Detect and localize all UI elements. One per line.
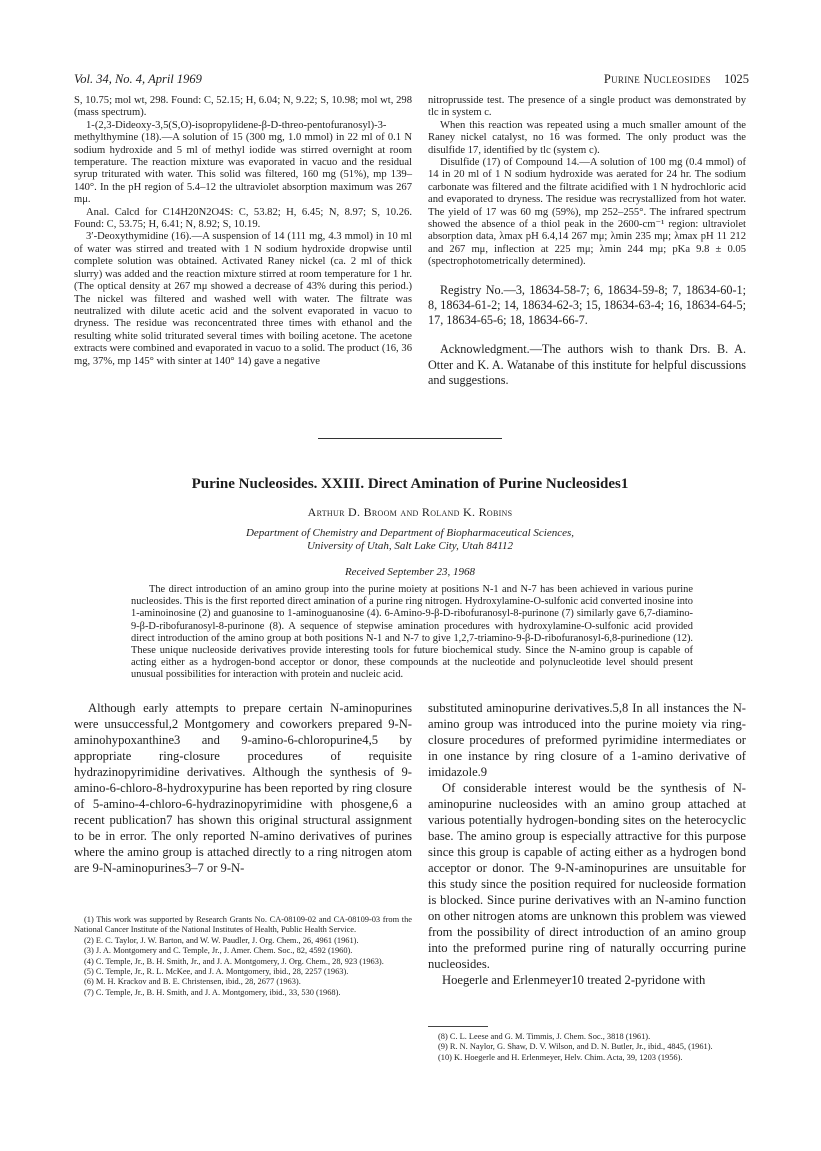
- running-header-title: Purine Nucleosides: [603, 72, 711, 86]
- acknowledgment: Acknowledgment.—The authors wish to thank Drs. B. A. Otter and K. A. Watanabe of this institute for helpful discussions and suggestions.: [428, 342, 746, 387]
- affiliation-line: University of Utah, Salt Lake City, Utah 84112: [306, 540, 514, 552]
- affiliation-line: Department of Chemistry and Department of Biopharmaceutical Sciences,: [245, 527, 575, 539]
- page-number: 1025: [724, 72, 749, 86]
- running-header-right: [604, 72, 749, 87]
- footnotes-left: [74, 915, 412, 998]
- footnote: (5) C. Temple, Jr., R. L. McKee, and J. A. Montgomery, ibid., 28, 2257 (1963).: [84, 967, 349, 977]
- experimental-paragraph: When this reaction was repeated using a much smaller amount of the Raney nickel catalyst, no 16 was formed. The only product was the disulfide 17, identified by tlc (system c).: [428, 119, 746, 156]
- footnotes-right: [428, 1032, 746, 1063]
- body-left-column: [74, 700, 412, 876]
- article-abstract: The direct introduction of an amino group into the purine moiety at positions N-1 and N-7 has been achieved in various purine nucleosides. This is the first reported direct amination of a purine ring nitrogen. Hydroxylamine-O-sulfonic acid converted inosine into 1-aminoinosine (2) and guanosine to 1-aminoguanosine (4). 6-Amino-9-β-D-ribofuranosyl-8-purinone (7) similarly gave 6,7-diamino-9-β-D-ribofuranosyl-8-purinone (8). A sequence of stepwise amination procedures with hydroxylamine-O-sulfonic acid provided direct introduction of the amino group at both positions N-1 and N-7 to give 1,2,7-triamino-9-β-D-ribofuranosyl-6,8-purinedione (12). These unique nucleoside derivatives provide interesting tools for future biochemical study. Since the N-amino group is capable of acting either as a hydrogen-bond acceptor or donor, these compounds at the nucleotide and polynucleotide level should present unusual possibilities for interaction with protein and nucleic acid.: [131, 584, 693, 681]
- footnote: (7) C. Temple, Jr., B. H. Smith, and J. A. Montgomery, ibid., 33, 530 (1968).: [84, 987, 341, 997]
- experimental-paragraph: S, 10.75; mol wt, 298. Found: C, 52.15; H, 6.04; N, 9.22; S, 10.98; mol wt, 298 (mass spectrum).: [74, 95, 412, 119]
- experimental-paragraph: Anal. Calcd for C14H20N2O4S: C, 53.82; H, 6.45; N, 8.97; S, 10.26. Found: C, 53.75; H, 6.41; N, 8.92; S, 10.19.: [74, 206, 412, 231]
- footnote: (3) J. A. Montgomery and C. Temple, Jr., J. Amer. Chem. Soc., 82, 4592 (1960).: [84, 946, 353, 956]
- body-right-column: [428, 700, 746, 988]
- footnote: (6) M. H. Krackov and B. E. Christensen, ibid., 28, 2677 (1963).: [84, 977, 301, 987]
- body-paragraph: Hoegerle and Erlenmeyer10 treated 2-pyridone with: [442, 973, 706, 987]
- experimental-paragraph: Disulfide (17) of Compound 14.—A solution of 100 mg (0.4 mmol) of 14 in 20 ml of 1 N sodium hydroxide was aerated for 24 hr. The sodium carbonate was filtered and the filtrate acidified with 1 N hydrochloric acid and evaporated to dryness. The residue was recrystallized from hot water. The yield of 17 was 60 mg (59%), mp 252–255°. The infrared spectrum showed the absence of a thiol peak in the 2600-cm⁻¹ region: ultraviolet absorption data, λmax pH 6.4,14 267 mμ; λmin 235 mμ; λmax pH 11 212 and 267 mμ, inflection at 225 mμ; λmin 244 mμ; pKa 9.8 ± 0.05 (spectrophotometrically determined).: [428, 157, 746, 268]
- footnote: (1) This work was supported by Research Grants No. CA-08109-02 and CA-08109-03 from the National Cancer Institute of the National Institutes of Health, Public Health Service.: [74, 915, 412, 935]
- received-date: Received September 23, 1968: [344, 566, 476, 578]
- experimental-paragraph: nitroprusside test. The presence of a single product was demonstrated by tlc in system c.: [428, 95, 746, 119]
- footnote: (10) K. Hoegerle and H. Erlenmeyer, Helv. Chim. Acta, 39, 1203 (1956).: [438, 1052, 683, 1062]
- running-header-volume: Vol. 34, No. 4, April 1969: [74, 72, 202, 86]
- footnote: (9) R. N. Naylor, G. Shaw, D. V. Wilson, and D. N. Butler, Jr., ibid., 4845, (1961).: [438, 1042, 713, 1052]
- experimental-right-column: [428, 95, 746, 388]
- experimental-left-column: [74, 95, 412, 368]
- footnote: (4) C. Temple, Jr., B. H. Smith, Jr., and J. A. Montgomery, J. Org. Chem., 28, 923 (1963).: [84, 956, 384, 966]
- article-title: Purine Nucleosides. XXIII. Direct Amination of Purine Nucleosides1: [191, 476, 629, 492]
- author-affiliation: [74, 527, 746, 553]
- article-separator-rule: [318, 438, 502, 439]
- body-paragraph: Although early attempts to prepare certain N-aminopurines were unsuccessful,2 Montgomery and coworkers prepared 9-N-aminohypoxanthine3 and 9-amino-6-chloropurine4,5 by appropriate ring-closure procedures of requisite hydrazinopyrimidine derivatives. Although the synthesis of 9-amino-6-chloro-8-hydroxypurine has been reported by ring closure of 5-amino-4-chloro-6-hydrazinopyrimidine with phosgene,6 a recent publication7 has shown this original structural assignment to be in error. The only reported N-amino derivatives of purines where the amino group is attached directly to a ring nitrogen atom are 9-N-aminopurines3–7 or 9-N-: [74, 701, 412, 875]
- registry-numbers: Registry No.—3, 18634-58-7; 6, 18634-59-8; 7, 18634-60-1; 8, 18634-61-2; 14, 18634-62-3; 15, 18634-63-4; 16, 18634-64-5; 17, 18634-65-6; 18, 18634-66-7.: [428, 282, 746, 328]
- footnote-rule: [428, 1026, 488, 1027]
- body-paragraph: Of considerable interest would be the synthesis of N-aminopurine nucleosides with an amino group attached at various potentially hydrogen-bonding sites on the heterocyclic base. The amino group is especially attractive for this purpose since this group is capable of acting either as a hydrogen bond acceptor or donor. The 9-N-aminopurines are unsuitable for this study since the position required for nucleoside formation is blocked. Since purine derivatives with an N-amino function on other nitrogen atoms are unknown this problem was viewed from the possibility of direct introduction of an amino group into the preformed purine ring of naturally occurring purine nucleosides.: [428, 781, 746, 971]
- experimental-paragraph: 3′-Deoxythymidine (16).—A suspension of 14 (111 mg, 4.3 mmol) in 10 ml of water was stirred and treated with 1 N sodium hydroxide dropwise until complete solution was obtained. Activated Raney nickel (ca. 2 ml of thick slurry) was added and the reaction mixture stirred at room temperature for 1 hr. (The optical density at 267 mμ showed a decrease of 43% during this period.) The nickel was filtered and washed well with water. The filtrate was neutralized with dilute acetic acid and the solvent evaporated in vacuo to dryness. The residue was reconcentrated three times with ethanol and the resulting white solid triturated several times with boiling acetone. The acetone extracts were combined and evaporated in vacuo to a solid. The product (16, 36 mg, 37%, mp 145° with sinter at 140° 14) gave a negative: [74, 231, 412, 367]
- footnote: (8) C. L. Leese and G. M. Timmis, J. Chem. Soc., 3818 (1961).: [438, 1032, 651, 1041]
- experimental-paragraph: 1-(2,3-Dideoxy-3,5(S,O)-isopropylidene-β-D-threo-pentofuranosyl)-3-methylthymine (18).—A solution of 15 (300 mg, 1.0 mmol) in 22 ml of 0.1 N sodium hydroxide and 5 ml of methyl iodide was stirred overnight at room temperature. The reaction mixture was evaporated in vacuo and the residual syrup triturated with water. This solid was filtered, 160 mg (51%), mp 139–140°. In the pH region of 5.4–12 the ultraviolet absorption maximum was 267 mμ.: [74, 119, 412, 206]
- footnote: (2) E. C. Taylor, J. W. Barton, and W. W. Paudler, J. Org. Chem., 26, 4961 (1961).: [84, 935, 359, 945]
- article-authors: Arthur D. Broom and Roland K. Robins: [307, 505, 513, 519]
- body-paragraph: substituted aminopurine derivatives.5,8 In all instances the N-amino group was introduced into the purine moiety via ring-closure procedures of preformed pyrimidine intermediates or in one instance by ring closure of a 1-amino derivative of imidazole.9: [428, 701, 746, 779]
